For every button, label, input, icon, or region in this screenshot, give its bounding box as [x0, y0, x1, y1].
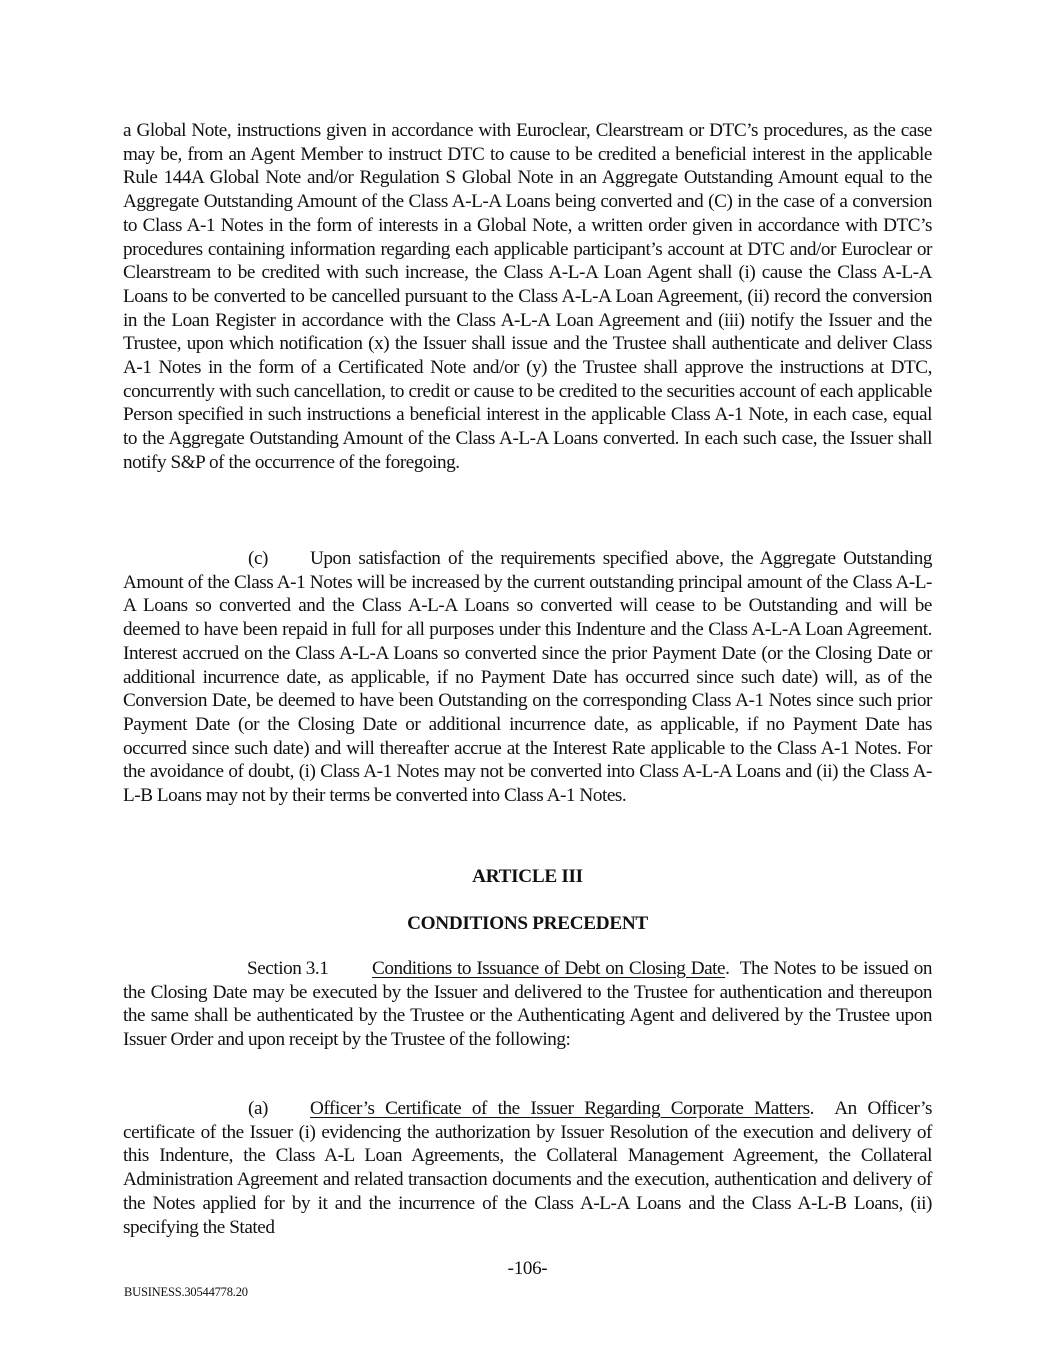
- article-heading: ARTICLE III: [472, 866, 583, 887]
- document-footer-id: BUSINESS.30544778.20: [124, 1285, 248, 1299]
- paragraph-a: [123, 1097, 932, 1239]
- continuation-paragraph: [123, 119, 932, 475]
- article-title: CONDITIONS PRECEDENT: [407, 913, 648, 934]
- section-number: Section 3.1: [247, 958, 329, 979]
- paragraph-a-text: An Officer’s certificate of the Issuer (i) evidencing the authorization by Issuer Resolution of the execution and delivery of this Indenture, the Class A-L Loan Agreements, the Collateral Management Agreement, the Collateral Administration Agreement and related transaction documents and the execution, authentication and delivery of the Notes applied for by it and the incurrence of the Class A-L-A Loans and the Class A-L-B Loans, (ii) specifying the Stated: [123, 1098, 932, 1238]
- paragraph-a-title: Officer’s Certificate of the Issuer Regarding Corporate Matters: [310, 1098, 810, 1119]
- section-3-1: [123, 957, 932, 1052]
- paragraph-c-marker: (c): [248, 548, 268, 569]
- section-text: The Notes to be issued on the Closing Date may be executed by the Issuer and delivered to the Trustee for authentication and thereupon the same shall be authenticated by the Trustee or the Authenticating Agent and delivered by the Trustee upon Issuer Order and upon receipt by the Trustee of the following:: [123, 958, 932, 1051]
- page-number: -106-: [507, 1258, 548, 1279]
- section-title: Conditions to Issuance of Debt on Closing Date: [372, 958, 726, 979]
- paragraph-a-marker: (a): [248, 1098, 268, 1119]
- continuation-paragraph-text: a Global Note, instructions given in accordance with Euroclear, Clearstream or DTC’s procedures, as the case may be, from an Agent Member to instruct DTC to cause to be credited a beneficial interest in the applicable Rule 144A Global Note and/or Regulation S Global Note in an Aggregate Outstanding Amount equal to the Aggregate Outstanding Amount of the Class A-L-A Loans being converted and (C) in the case of a conversion to Class A-1 Notes in the form of interests in a Global Note, a written order given in accordance with DTC’s procedures containing information regarding each applicable participant’s account at DTC and/or Euroclear or Clearstream to be credited with such increase, the Class A-L-A Loan Agent shall (i) cause the Class A-L-A Loans to be converted to be cancelled pursuant to the Class A-L-A Loan Agreement, (ii) record the conversion in the Loan Register in accordance with the Class A-L-A Loan Agreement and (iii) notify the Issuer and the Trustee, upon which notification (x) the Issuer shall issue and the Trustee shall authenticate and deliver Class A-1 Notes in the form of a Certificated Note and/or (y) the Trustee shall approve the instructions at DTC, concurrently with such cancellation, to credit or cause to be credited to the securities account of each applicable Person specified in such instructions a beneficial interest in the applicable Class A-1 Note, in each case, equal to the Aggregate Outstanding Amount of the Class A-L-A Loans converted. In each such case, the Issuer shall notify S&P of the occurrence of the foregoing.: [123, 120, 932, 473]
- paragraph-c: [123, 547, 932, 808]
- paragraph-a-title-suffix: .: [809, 1098, 814, 1119]
- paragraph-c-text: Upon satisfaction of the requirements specified above, the Aggregate Outstanding Amount of the Class A-1 Notes will be increased by the current outstanding principal amount of the Class A-L-A Loans so converted and the Class A-L-A Loans so converted will cease to be Outstanding and will be deemed to have been repaid in full for all purposes under this Indenture and the Class A-L-A Loan Agreement. Interest accrued on the Class A-L-A Loans so converted since the prior Payment Date (or the Closing Date or additional incurrence date, as applicable, if no Payment Date has occurred since such date) will, as of the Conversion Date, be deemed to have been Outstanding on the corresponding Class A-1 Notes since such prior Payment Date (or the Closing Date or additional incurrence date, as applicable, if no Payment Date has occurred since such date) and will thereafter accrue at the Interest Rate applicable to the Class A-1 Notes. For the avoidance of doubt, (i) Class A-1 Notes may not be converted into Class A-L-A Loans and (ii) the Class A-L-B Loans may not by their terms be converted into Class A-1 Notes.: [123, 548, 932, 807]
- section-title-suffix: .: [725, 958, 730, 979]
